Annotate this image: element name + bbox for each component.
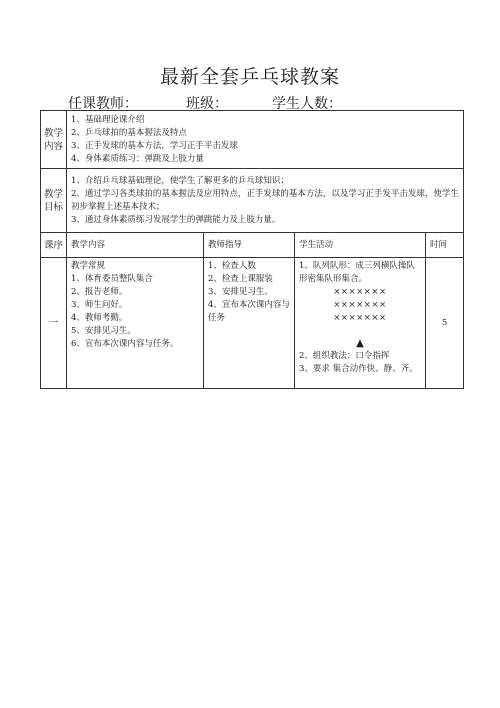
content-line: 1、体育委员整队集合 <box>71 274 153 284</box>
formation-row: ××××××× <box>333 300 387 310</box>
guide-line: 3、安排见习生。 <box>208 287 273 297</box>
students-label: 学生人数： <box>272 96 342 112</box>
goal-item: 3、通过身体素质练习发展学生的弹跳能力及上肢力量。 <box>71 215 281 225</box>
content-item: 4、身体素质练习：弹跳及上肢力量 <box>71 154 204 164</box>
lesson-plan-table <box>40 110 464 389</box>
formation-row: ××××××× <box>333 313 387 323</box>
activity-header: 学生活动 <box>295 233 426 258</box>
goal-item: 2、通过学习各类球拍的基本握法及应用特点，正手发球的基本方法，以及学习正手发平击发球，使学生初步掌握上述基本技术； <box>71 189 459 212</box>
content-line: 6、宣布本次课内容与任务。 <box>71 339 179 349</box>
goals-label: 教学目标 <box>41 169 67 233</box>
goal-item: 1、介绍乒乓球基础理论，使学生了解更多的乒乓球知识； <box>71 176 289 186</box>
content-item: 1、基础理论课介绍 <box>71 115 145 125</box>
content-item: 3、正手发球的基本方法，学习正手平击发球 <box>71 141 238 151</box>
teacher-position-icon: ▲ <box>356 338 364 349</box>
lesson-seq: 一 <box>41 258 67 389</box>
content-item: 2、乒乓球拍的基本握法及特点 <box>71 128 187 138</box>
content-line: 4、教师考勤。 <box>71 313 128 323</box>
content-line: 3、师生问好。 <box>71 300 128 310</box>
content-items <box>67 111 464 169</box>
content-label: 教学内容 <box>41 111 67 169</box>
teacher-label: 任课教师： <box>68 96 138 112</box>
lesson-time: 5 <box>426 258 464 389</box>
guide-line: 2、检查上课服装 <box>208 274 273 284</box>
activity-line: 3、要求 集合动作快、静、齐。 <box>299 364 418 374</box>
content-line: 5、安排见习生。 <box>71 326 136 336</box>
guide-line: 4、宣布本次课内容与任务 <box>208 300 290 323</box>
content-line: 2、报告老师。 <box>71 287 128 297</box>
class-label: 班级： <box>186 96 228 112</box>
student-activity <box>295 258 426 389</box>
activity-line: 2、组织教法：口令指挥 <box>299 351 390 361</box>
content-header: 教学内容 <box>67 233 204 258</box>
formation-row: ××××××× <box>333 287 387 297</box>
content-line: 教学常规 <box>71 261 106 271</box>
document-title: 最新全套乒乓球教案 <box>159 66 340 88</box>
lesson-content <box>67 258 204 389</box>
guide-header: 教师指导 <box>204 233 295 258</box>
teacher-guide <box>204 258 295 389</box>
guide-line: 1、检查人数 <box>208 261 256 271</box>
activity-line: 1、队列队形：成三列横队操队形密集队形集合。 <box>299 261 415 284</box>
seq-header: 课序 <box>41 233 67 258</box>
goals-items <box>67 169 464 233</box>
time-header: 时间 <box>426 233 464 258</box>
